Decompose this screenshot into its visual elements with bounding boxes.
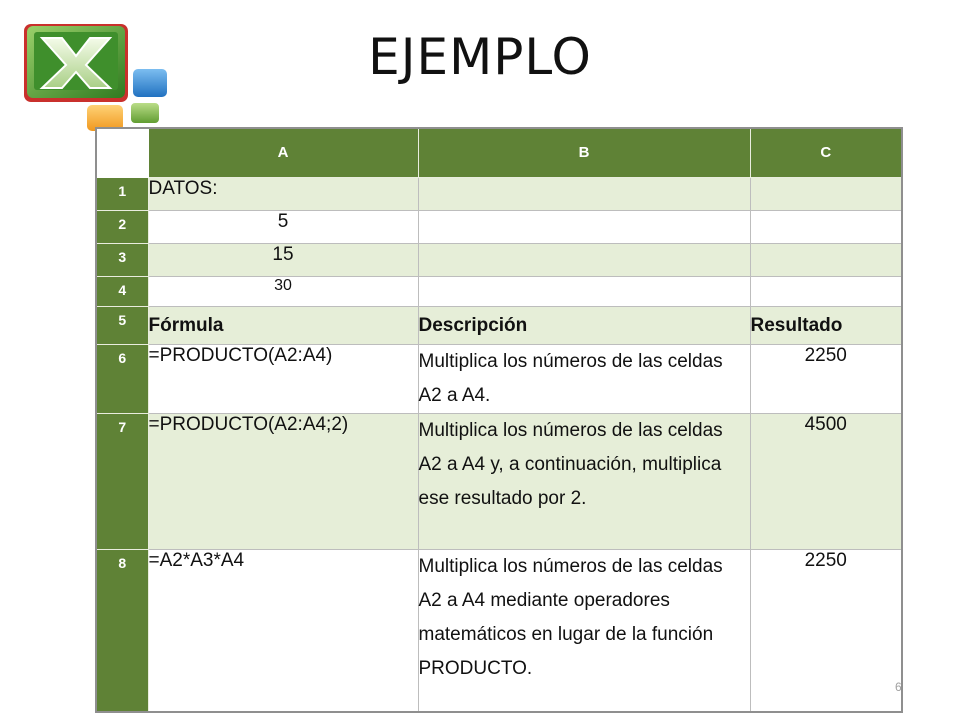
row-header-4[interactable]: 4 — [96, 276, 148, 306]
cell-c6[interactable]: 2250 — [750, 344, 902, 413]
cell-b5[interactable]: Descripción — [418, 306, 750, 344]
row-header-5[interactable]: 5 — [96, 306, 148, 344]
table-row — [96, 413, 902, 549]
table-row — [96, 177, 902, 210]
page-number: 6 — [895, 680, 902, 694]
cell-b1[interactable] — [418, 177, 750, 210]
cell-c7[interactable]: 4500 — [750, 413, 902, 549]
column-header-row — [96, 128, 902, 177]
cell-a2[interactable]: 5 — [148, 210, 418, 243]
cell-b6[interactable]: Multiplica los números de las celdas A2 a A4. — [418, 344, 750, 413]
cell-b8[interactable]: Multiplica los números de las celdas A2 a A4 mediante operadores matemáticos en lugar de la función PRODUCTO. — [418, 549, 750, 712]
cell-c4[interactable] — [750, 276, 902, 306]
row-header-6[interactable]: 6 — [96, 344, 148, 413]
spreadsheet — [95, 127, 905, 708]
row-header-2[interactable]: 2 — [96, 210, 148, 243]
cell-b7[interactable]: Multiplica los números de las celdas A2 a A4 y, a continuación, multiplica ese resultado por 2. — [418, 413, 750, 549]
slide-title: EJEMPLO — [368, 28, 592, 86]
table-row — [96, 549, 902, 712]
cell-c2[interactable] — [750, 210, 902, 243]
cell-a5[interactable]: Fórmula — [148, 306, 418, 344]
column-header-b[interactable]: B — [418, 128, 750, 177]
cell-c8[interactable]: 2250 — [750, 549, 902, 712]
cell-a4[interactable]: 30 — [148, 276, 418, 306]
cell-b3[interactable] — [418, 243, 750, 276]
table-row — [96, 243, 902, 276]
column-header-a[interactable]: A — [148, 128, 418, 177]
cell-a6[interactable]: =PRODUCTO(A2:A4) — [148, 344, 418, 413]
cell-a8[interactable]: =A2*A3*A4 — [148, 549, 418, 712]
row-header-7[interactable]: 7 — [96, 413, 148, 549]
cell-a7[interactable]: =PRODUCTO(A2:A4;2) — [148, 413, 418, 549]
cell-a1[interactable]: DATOS: — [148, 177, 418, 210]
cell-a3[interactable]: 15 — [148, 243, 418, 276]
row-header-3[interactable]: 3 — [96, 243, 148, 276]
table-row — [96, 276, 902, 306]
column-header-c[interactable]: C — [750, 128, 902, 177]
spreadsheet-table — [95, 127, 903, 713]
cell-c1[interactable] — [750, 177, 902, 210]
cell-b4[interactable] — [418, 276, 750, 306]
row-header-1[interactable]: 1 — [96, 177, 148, 210]
cell-c5[interactable]: Resultado — [750, 306, 902, 344]
cell-b2[interactable] — [418, 210, 750, 243]
row-header-8[interactable]: 8 — [96, 549, 148, 712]
cell-c3[interactable] — [750, 243, 902, 276]
corner-cell — [96, 128, 148, 177]
table-row — [96, 306, 902, 344]
table-row — [96, 344, 902, 413]
table-row — [96, 210, 902, 243]
